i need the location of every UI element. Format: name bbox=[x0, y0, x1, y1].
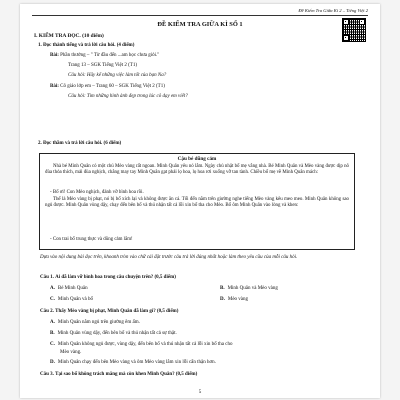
reading-title: Cậu bé dũng cảm bbox=[177, 156, 217, 162]
item2-text: Cô giáo lớp em – Trang 60 – SGK Tiếng Việt 2 (T1) bbox=[60, 84, 165, 89]
page-number: 5 bbox=[198, 390, 202, 395]
running-header: Đề Kiểm Tra Giữa Kì 2 – Tiếng Việt 2 bbox=[298, 8, 368, 13]
reading-paragraph-4: - Con trai bố trung thực và dũng cảm lắm! bbox=[50, 237, 133, 242]
q1-option-c[interactable]: C. Minh Quân và bố bbox=[50, 297, 94, 302]
item1-line bbox=[50, 53, 159, 59]
page-title: ĐỀ KIỂM TRA GIỮA KÌ SỐ 1 bbox=[157, 21, 243, 28]
question-1-label: Câu 1. bbox=[40, 275, 54, 280]
instruction-text: Dựa vào nội dung bài đọc trên, khoanh tròn vào chữ cái đặt trước câu trả lời đúng nhất hoặc làm theo yêu cầu của mỗi câu hỏi. bbox=[40, 255, 298, 260]
q2-option-d[interactable]: D. Minh Quân chạy đến bên Mèo vàng và ôm Mèo vàng lắm xin lỗi cẩn thận hơn. bbox=[50, 360, 216, 365]
item1-label: Bài: bbox=[50, 53, 59, 58]
reading-paragraph-1: Nhà bé Minh Quân có một chú Mèo vàng rất ngoan. Minh Quân yêu nó lắm. Ngày chủ nhật bố mẹ vắng nhà. Bé Minh Quân và Mèo vàng được dịp nô đùa thỏa thích, mải đùa nghịch, chẳng may tay Minh Quân gạt phải lọ hoa, lọ hoa rơi xuống vỡ tan tành. Chiều bố mẹ về Minh Quân mách: bbox=[45, 164, 349, 176]
q1-option-b[interactable]: B. Minh Quân và Mèo vàng bbox=[220, 286, 278, 291]
question-2-label: Câu 2. bbox=[40, 309, 54, 314]
question-2-text: Thấy Mèo vàng bị phạt, Minh Quân đã làm gì? (0,5 điểm) bbox=[55, 309, 179, 314]
item1-source: Trang 13 – SGK Tiếng Việt 2 (T1) bbox=[68, 63, 138, 68]
question-2 bbox=[40, 309, 178, 315]
reading-paragraph-2: - Bố ơi! Con Mèo nghịch, đánh vỡ bình hoa rồi. bbox=[50, 190, 144, 195]
document-page bbox=[20, 4, 380, 398]
item2-line bbox=[50, 84, 165, 90]
part2-heading: 2. Đọc thầm và trả lời câu hỏi. (6 điểm) bbox=[38, 141, 122, 146]
header-rule bbox=[32, 15, 368, 16]
q2-option-b[interactable]: B. Minh Quân vùng dậy, đến bên bố và thú nhận tất cả sự thật. bbox=[50, 331, 177, 336]
q2-option-c[interactable]: C. Minh Quân không ngủ được, vùng dậy, đến bên bố và thú nhận tất cả lỗi xin bố tha cho bbox=[50, 342, 233, 347]
question-1-text: Ai đã làm vỡ bình hoa trong câu chuyện trên? (0,5 điểm) bbox=[55, 275, 176, 280]
question-3 bbox=[40, 372, 197, 378]
item2-question: Câu hỏi: Tìm những hình ảnh đẹp trong lúc cô dạy em viết? bbox=[68, 94, 188, 99]
q2-option-a[interactable]: A. Minh Quân nằm ngủ trên giường êm ấm. bbox=[50, 320, 140, 325]
q1-option-d[interactable]: D. Mèo vàng bbox=[220, 297, 249, 302]
reading-paragraph-3: Thế là Mèo vàng bị phạt, nó bị bố xích lại và không được ăn cá. Tối đến nằm trên giường nghe tiếng Mèo vàng kêu meo meo. Minh Quân không sao ngủ được. Minh Quân vùng dậy, chạy đến bên bố và thú nhận tất cả lỗi xin bố tha cho Mèo. Bố ôm Minh Quân vào lòng và khen: bbox=[45, 197, 349, 209]
reading-passage-box bbox=[39, 153, 355, 250]
section-heading: I. KIỂM TRA ĐỌC. (10 điểm) bbox=[34, 33, 104, 39]
q2-option-c-continued: Mèo vàng. bbox=[60, 350, 82, 355]
question-1 bbox=[40, 275, 176, 281]
item2-label: Bài: bbox=[50, 84, 59, 89]
q1-option-a[interactable]: A. Bé Minh Quân bbox=[50, 286, 88, 291]
question-3-label: Câu 3. bbox=[40, 372, 54, 377]
part1-heading: 1. Đọc thành tiếng và trả lời câu hỏi. (4 điểm) bbox=[38, 43, 135, 48]
item1-question: Câu hỏi: Hãy kể những việc làm tốt của bạn Na? bbox=[68, 73, 167, 78]
question-3-text: Tại sao bố không trách mắng mà còn khen Minh Quân? (0,5 điểm) bbox=[55, 372, 198, 377]
item1-text: Phần thưởng – " Từ đầu đến ...am học chưa giỏi." bbox=[60, 53, 160, 58]
